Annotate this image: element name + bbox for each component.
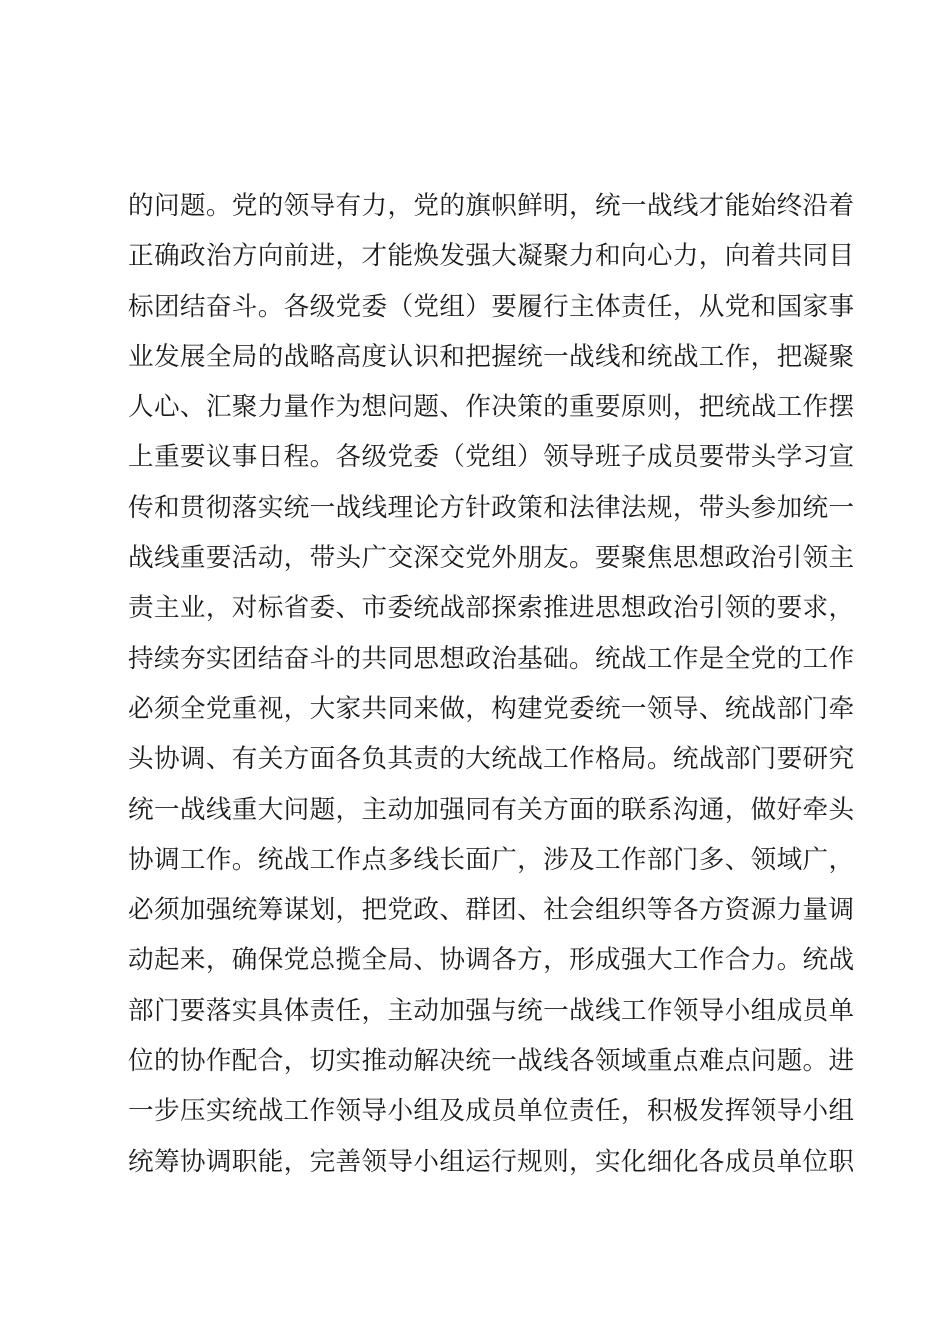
body-text (128, 181, 855, 1187)
text-line: 正确政治方向前进，才能焕发强大凝聚力和向心力，向着共同目 (128, 241, 855, 272)
text-line: 动起来，确保党总揽全局、协调各方，形成强大工作合力。统战 (128, 945, 855, 976)
text-line: 统一战线重大问题，主动加强同有关方面的联系沟通，做好牵头 (128, 794, 855, 825)
text-line: 一步压实统战工作领导小组及成员单位责任，积极发挥领导小组 (128, 1096, 855, 1127)
text-line: 标团结奋斗。各级党委（党组）要履行主体责任，从党和国家事 (128, 291, 855, 322)
text-line: 必须加强统筹谋划，把党政、群团、社会组织等各方资源力量调 (128, 895, 855, 926)
text-line: 上重要议事日程。各级党委（党组）领导班子成员要带头学习宣 (128, 442, 855, 473)
text-line: 业发展全局的战略高度认识和把握统一战线和统战工作，把凝聚 (128, 341, 855, 372)
text-line: 协调工作。统战工作点多线长面广，涉及工作部门多、领域广， (128, 844, 855, 875)
text-line: 战线重要活动，带头广交深交党外朋友。要聚焦思想政治引领主 (128, 543, 855, 574)
text-line: 持续夯实团结奋斗的共同思想政治基础。统战工作是全党的工作 (128, 643, 855, 674)
text-line: 位的协作配合，切实推动解决统一战线各领域重点难点问题。进 (128, 1046, 855, 1077)
text-line: 传和贯彻落实统一战线理论方针政策和法律法规，带头参加统一 (128, 492, 855, 523)
text-line: 的问题。党的领导有力，党的旗帜鲜明，统一战线才能始终沿着 (128, 191, 855, 221)
text-line: 必须全党重视，大家共同来做，构建党委统一领导、统战部门牵 (128, 693, 855, 724)
text-line: 人心、汇聚力量作为想问题、作决策的重要原则，把统战工作摆 (128, 392, 855, 423)
text-line: 统筹协调职能，完善领导小组运行规则，实化细化各成员单位职 (128, 1146, 855, 1177)
text-line: 头协调、有关方面各负其责的大统战工作格局。统战部门要研究 (128, 744, 855, 775)
text-line: 部门要落实具体责任，主动加强与统一战线工作领导小组成员单 (128, 995, 855, 1026)
text-line: 责主业，对标省委、市委统战部探索推进思想政治引领的要求， (128, 593, 855, 624)
